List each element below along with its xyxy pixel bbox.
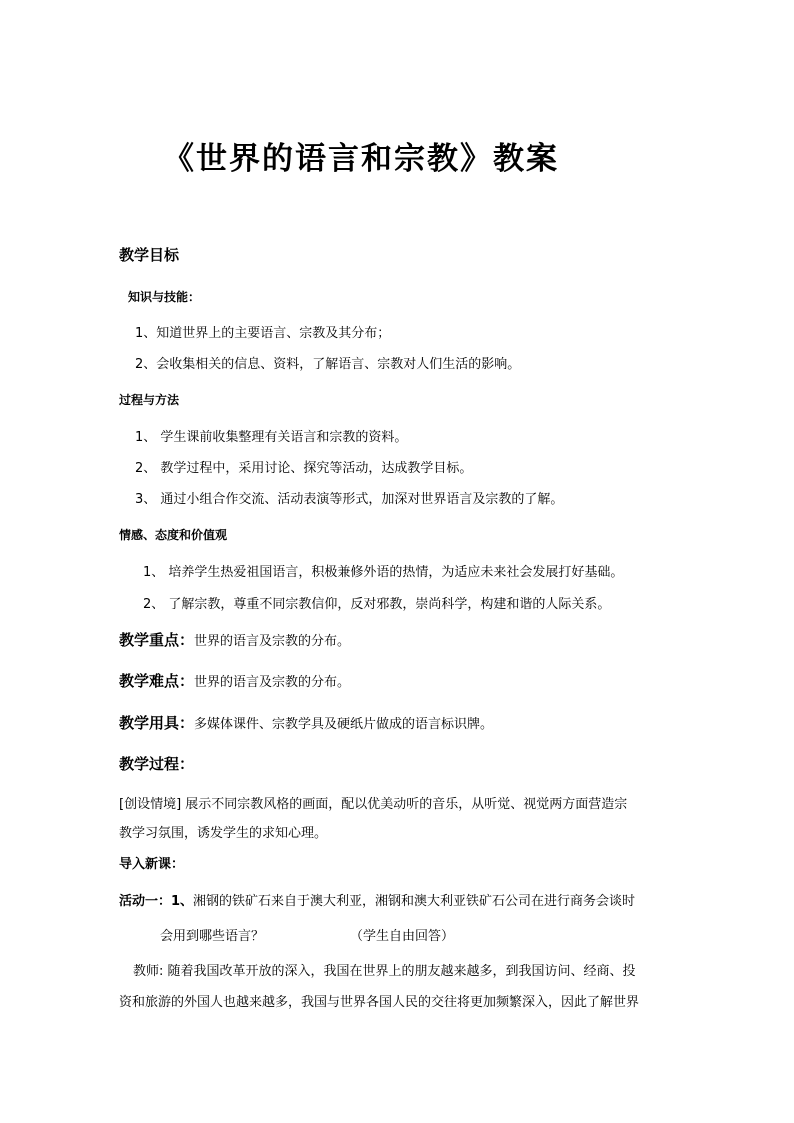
- activity-line: [119, 890, 635, 909]
- process-item: 3、 通过小组合作交流、活动表演等形式，加深对世界语言及宗教的了解。: [135, 492, 564, 507]
- tools-value: 多媒体课件、宗教学具及硬纸片做成的语言标识牌。: [194, 717, 494, 732]
- key-point-value: 世界的语言及宗教的分布。: [194, 634, 351, 649]
- attitude-values-heading: 情感、态度和价值观: [119, 528, 228, 542]
- knowledge-item: 2、会收集相关的信息、资料，了解语言、宗教对人们生活的影响。: [135, 357, 521, 372]
- process-item: 2、 教学过程中，采用讨论、探究等活动，达成教学目标。: [135, 461, 473, 476]
- teacher-line: 资和旅游的外国人也越来越多，我国与世界各国人民的交往将更加频繁深入，因此了解世界: [119, 995, 640, 1010]
- scenario-line: 教学习氛围，诱发学生的求知心理。: [119, 826, 328, 841]
- activity-answer: （学生自由回答）: [350, 929, 455, 944]
- teacher-line: 教师: 随着我国改革开放的深入，我国在世界上的朋友越来越多，到我国访问、经商、投: [133, 964, 636, 979]
- procedure-heading: 教学过程：: [119, 755, 195, 773]
- key-point-label: 教学重点：: [119, 631, 195, 649]
- teaching-goals-heading: 教学目标: [119, 246, 180, 264]
- knowledge-skills-heading: 知识与技能：: [128, 290, 201, 304]
- difficulty-line: [119, 670, 350, 691]
- scenario-line: [创设情境] 展示不同宗教风格的画面，配以优美动听的音乐，从听觉、视觉两方面营造宗: [119, 797, 628, 812]
- process-methods-heading: 过程与方法: [119, 393, 180, 407]
- difficulty-label: 教学难点：: [119, 672, 195, 690]
- activity-text: 湘钢的铁矿石来自于澳大利亚，湘钢和澳大利亚铁矿石公司在进行商务会谈时: [193, 894, 636, 909]
- attitude-item: 1、 培养学生热爱祖国语言，积极兼修外语的热情，为适应未来社会发展打好基础。: [143, 565, 624, 580]
- tools-line: [119, 712, 493, 733]
- process-item: 1、 学生课前收集整理有关语言和宗教的资料。: [135, 430, 408, 445]
- activity-question: 会用到哪些语言？: [160, 929, 265, 944]
- attitude-item: 2、 了解宗教，尊重不同宗教信仰，反对邪教，崇尚科学，构建和谐的人际关系。: [143, 597, 611, 612]
- difficulty-value: 世界的语言及宗教的分布。: [194, 675, 351, 690]
- document-title: 《世界的语言和宗教》教案: [163, 141, 559, 177]
- key-point-line: [119, 629, 350, 650]
- tools-label: 教学用具：: [119, 714, 195, 732]
- intro-heading: 导入新课：: [119, 857, 185, 872]
- activity-label: 活动一：1、: [119, 894, 194, 909]
- knowledge-item: 1、知道世界上的主要语言、宗教及其分布；: [135, 326, 391, 341]
